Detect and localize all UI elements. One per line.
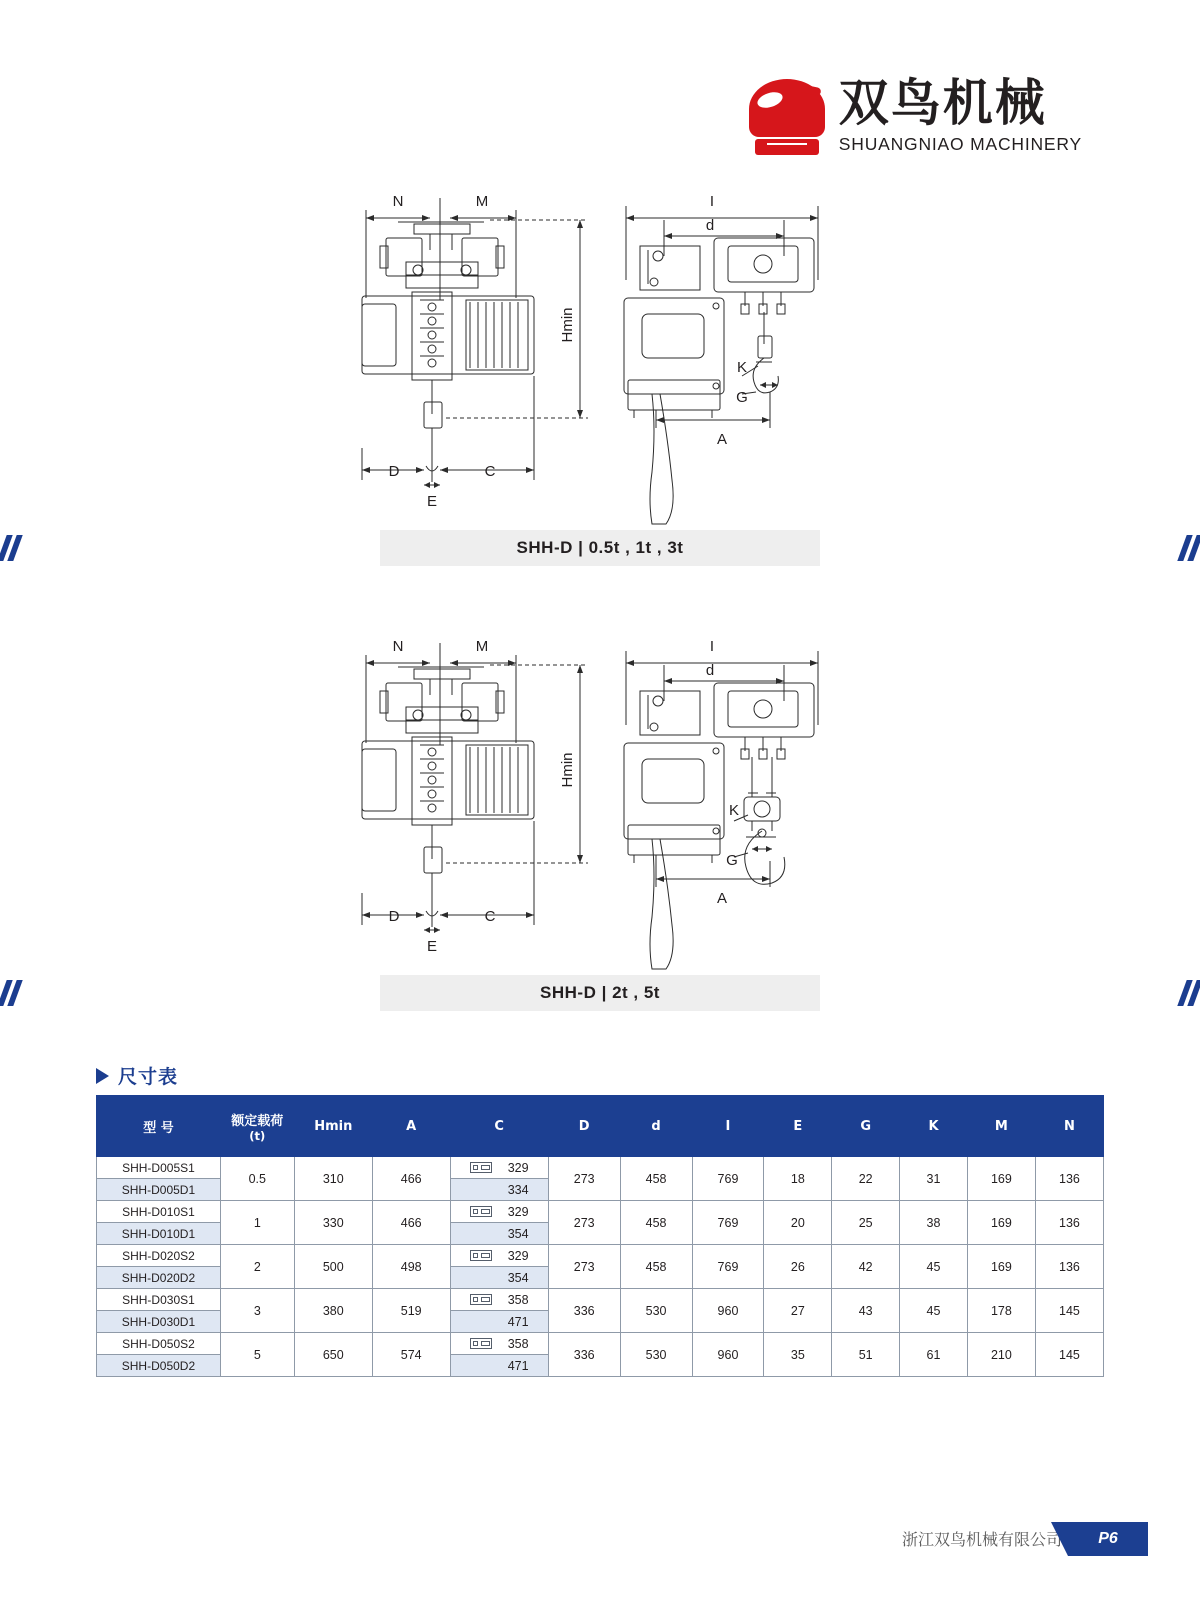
cell-g: 22 xyxy=(832,1157,900,1201)
dimension-table xyxy=(96,1095,1104,1377)
cell-n: 145 xyxy=(1035,1289,1103,1333)
col-header-d-small: d xyxy=(620,1096,692,1157)
cell-c-double xyxy=(450,1311,548,1333)
cell-hmin: 500 xyxy=(294,1245,372,1289)
cell-model-double: SHH-D050D2 xyxy=(97,1355,221,1377)
single-chain-icon xyxy=(470,1294,492,1305)
cell-c-double-value: 471 xyxy=(507,1314,529,1329)
dim-label-D: D xyxy=(388,463,400,480)
cell-load: 3 xyxy=(220,1289,294,1333)
cell-hmin: 380 xyxy=(294,1289,372,1333)
cell-load: 5 xyxy=(220,1333,294,1377)
hoist-drawing-2 xyxy=(0,625,1200,975)
cell-d-cap: 273 xyxy=(548,1245,620,1289)
cell-i: 769 xyxy=(692,1201,764,1245)
dim-label-N: N xyxy=(392,193,404,210)
cell-model-single: SHH-D050S2 xyxy=(97,1333,221,1355)
col-header-model: 型 号 xyxy=(97,1096,221,1157)
bird-logo-icon xyxy=(749,79,825,155)
col-header-load-main: 额定载荷 xyxy=(231,1113,284,1129)
cell-d-cap: 273 xyxy=(548,1157,620,1201)
cell-c-single xyxy=(450,1245,548,1267)
col-header-i: I xyxy=(692,1096,764,1157)
cell-model-single: SHH-D005S1 xyxy=(97,1157,221,1179)
dim-label-d: d xyxy=(705,217,715,234)
cell-g: 25 xyxy=(832,1201,900,1245)
table-row xyxy=(97,1157,1104,1179)
single-chain-icon xyxy=(470,1338,492,1349)
col-header-c: C xyxy=(450,1096,548,1157)
cell-c-double-value: 471 xyxy=(507,1358,529,1373)
caption-slash-left xyxy=(0,530,20,566)
caption-slash-left xyxy=(0,975,20,1011)
single-chain-icon xyxy=(470,1162,492,1173)
dim-label-G: G xyxy=(726,852,738,869)
cell-g: 42 xyxy=(832,1245,900,1289)
table-row xyxy=(97,1289,1104,1311)
cell-k: 45 xyxy=(900,1245,968,1289)
cell-e: 26 xyxy=(764,1245,832,1289)
cell-model-single: SHH-D020S2 xyxy=(97,1245,221,1267)
dim-label-A: A xyxy=(716,890,728,907)
cell-hmin: 330 xyxy=(294,1201,372,1245)
cell-g: 51 xyxy=(832,1333,900,1377)
cell-c-double xyxy=(450,1223,548,1245)
cell-c-double xyxy=(450,1179,548,1201)
cell-c-single xyxy=(450,1289,548,1311)
dim-label-G: G xyxy=(736,389,748,406)
cell-a: 498 xyxy=(372,1245,450,1289)
hoist-drawing-1 xyxy=(0,180,1200,530)
table-header-row xyxy=(97,1096,1104,1157)
dimension-table-title-text: 尺寸表 xyxy=(118,1066,179,1088)
col-header-d-cap: D xyxy=(548,1096,620,1157)
table-row xyxy=(97,1201,1104,1223)
cell-a: 466 xyxy=(372,1157,450,1201)
figure-shh-d-1 xyxy=(0,180,1200,566)
cell-d-small: 458 xyxy=(620,1245,692,1289)
cell-d-small: 530 xyxy=(620,1289,692,1333)
col-header-load xyxy=(220,1096,294,1157)
cell-d-small: 458 xyxy=(620,1157,692,1201)
cell-model-double: SHH-D010D1 xyxy=(97,1223,221,1245)
caption-bar-1 xyxy=(380,530,820,566)
cell-model-double: SHH-D005D1 xyxy=(97,1179,221,1201)
cell-c-single-value: 329 xyxy=(507,1160,529,1175)
cell-m: 169 xyxy=(967,1157,1035,1201)
figure-caption-2: SHH-D | 2t , 5t xyxy=(540,983,660,1002)
caption-bar-2 xyxy=(380,975,820,1011)
dimension-table-title xyxy=(96,1062,178,1089)
single-chain-icon xyxy=(470,1206,492,1217)
cell-c-single-value: 358 xyxy=(507,1336,529,1351)
cell-a: 466 xyxy=(372,1201,450,1245)
brand-logo xyxy=(749,74,1082,155)
dim-label-Hmin: Hmin xyxy=(559,307,576,343)
cell-m: 178 xyxy=(967,1289,1035,1333)
cell-hmin: 310 xyxy=(294,1157,372,1201)
cell-i: 769 xyxy=(692,1157,764,1201)
cell-n: 136 xyxy=(1035,1157,1103,1201)
dim-label-d: d xyxy=(705,662,715,679)
cell-d-cap: 336 xyxy=(548,1289,620,1333)
page-number-badge: P6 xyxy=(1068,1522,1148,1556)
dim-label-E: E xyxy=(426,493,438,510)
cell-d-cap: 273 xyxy=(548,1201,620,1245)
dim-label-I: I xyxy=(709,638,715,655)
cell-load: 0.5 xyxy=(220,1157,294,1201)
dim-label-N: N xyxy=(392,638,404,655)
cell-i: 960 xyxy=(692,1333,764,1377)
col-header-m: M xyxy=(967,1096,1035,1157)
cell-n: 136 xyxy=(1035,1245,1103,1289)
col-header-n: N xyxy=(1035,1096,1103,1157)
col-header-k: K xyxy=(900,1096,968,1157)
caption-slash-right xyxy=(1180,975,1200,1011)
cell-k: 61 xyxy=(900,1333,968,1377)
cell-n: 136 xyxy=(1035,1201,1103,1245)
dim-label-M: M xyxy=(475,638,489,655)
cell-c-single-value: 358 xyxy=(507,1292,529,1307)
col-header-load-unit: (t) xyxy=(249,1128,266,1143)
cell-c-single xyxy=(450,1157,548,1179)
cell-hmin: 650 xyxy=(294,1333,372,1377)
table-row xyxy=(97,1333,1104,1355)
dim-label-K: K xyxy=(736,359,748,376)
cell-a: 519 xyxy=(372,1289,450,1333)
cell-e: 27 xyxy=(764,1289,832,1333)
dim-label-K: K xyxy=(728,802,740,819)
cell-c-single xyxy=(450,1333,548,1355)
dim-label-C: C xyxy=(484,463,496,480)
cell-m: 169 xyxy=(967,1201,1035,1245)
cell-model-single: SHH-D010S1 xyxy=(97,1201,221,1223)
cell-i: 769 xyxy=(692,1245,764,1289)
cell-model-double: SHH-D020D2 xyxy=(97,1267,221,1289)
brand-name-en: SHUANGNIAO MACHINERY xyxy=(838,134,1082,154)
dim-label-C: C xyxy=(484,908,496,925)
dim-label-A: A xyxy=(716,431,728,448)
cell-c-single-value: 329 xyxy=(507,1204,529,1219)
figure-caption-1: SHH-D | 0.5t , 1t , 3t xyxy=(516,538,684,557)
cell-d-small: 458 xyxy=(620,1201,692,1245)
footer-company-name: 浙江双鸟机械有限公司 xyxy=(901,1530,1062,1549)
col-header-a: A xyxy=(372,1096,450,1157)
col-header-e: E xyxy=(764,1096,832,1157)
cell-c-double-value: 354 xyxy=(507,1226,529,1241)
cell-e: 35 xyxy=(764,1333,832,1377)
cell-e: 18 xyxy=(764,1157,832,1201)
cell-d-small: 530 xyxy=(620,1333,692,1377)
table-row xyxy=(97,1245,1104,1267)
cell-model-double: SHH-D030D1 xyxy=(97,1311,221,1333)
brand-name-cn: 双鸟机械 xyxy=(838,74,1047,132)
cell-load: 1 xyxy=(220,1201,294,1245)
single-chain-icon xyxy=(470,1250,492,1261)
figure-shh-d-2 xyxy=(0,625,1200,1011)
cell-e: 20 xyxy=(764,1201,832,1245)
col-header-hmin: Hmin xyxy=(294,1096,372,1157)
dim-label-D: D xyxy=(388,908,400,925)
cell-c-double xyxy=(450,1267,548,1289)
cell-d-cap: 336 xyxy=(548,1333,620,1377)
dim-label-I: I xyxy=(709,193,715,210)
cell-m: 169 xyxy=(967,1245,1035,1289)
cell-g: 43 xyxy=(832,1289,900,1333)
cell-load: 2 xyxy=(220,1245,294,1289)
cell-model-single: SHH-D030S1 xyxy=(97,1289,221,1311)
triangle-right-icon xyxy=(96,1068,109,1084)
page-footer xyxy=(0,1522,1200,1556)
cell-c-single xyxy=(450,1201,548,1223)
dim-label-E: E xyxy=(426,938,438,955)
cell-c-single-value: 329 xyxy=(507,1248,529,1263)
cell-k: 38 xyxy=(900,1201,968,1245)
cell-c-double-value: 354 xyxy=(507,1270,529,1285)
caption-slash-right xyxy=(1180,530,1200,566)
dim-label-Hmin: Hmin xyxy=(559,752,576,788)
cell-k: 45 xyxy=(900,1289,968,1333)
col-header-g: G xyxy=(832,1096,900,1157)
cell-i: 960 xyxy=(692,1289,764,1333)
dim-label-M: M xyxy=(475,193,489,210)
cell-k: 31 xyxy=(900,1157,968,1201)
cell-n: 145 xyxy=(1035,1333,1103,1377)
cell-a: 574 xyxy=(372,1333,450,1377)
cell-c-double xyxy=(450,1355,548,1377)
cell-m: 210 xyxy=(967,1333,1035,1377)
cell-c-double-value: 334 xyxy=(507,1182,529,1197)
